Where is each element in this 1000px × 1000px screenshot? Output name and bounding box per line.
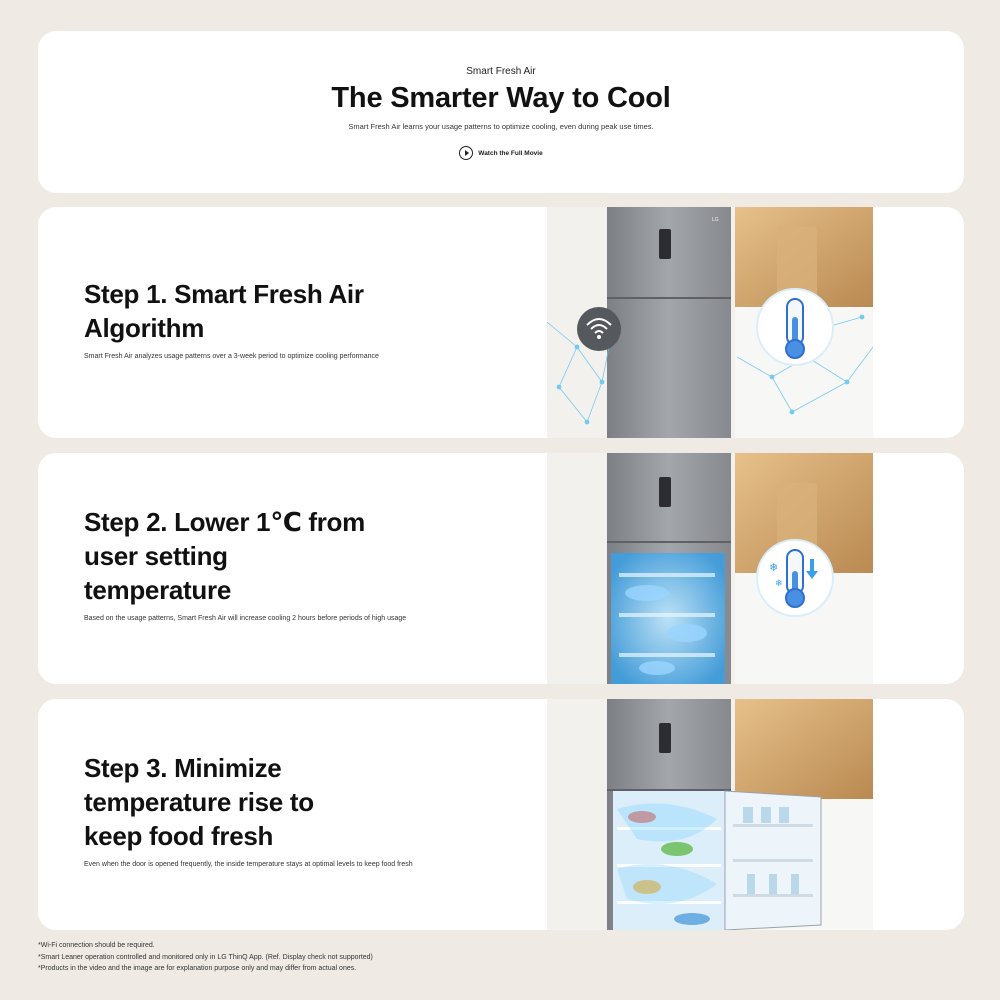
svg-text:❄: ❄ [769, 561, 779, 574]
watch-movie-link[interactable] [38, 146, 964, 160]
step-1-title-line: Algorithm [84, 313, 205, 343]
step-2-title [84, 505, 444, 607]
step-3-text [84, 751, 444, 870]
wifi-icon [577, 307, 621, 351]
step-3-title-line: keep food fresh [84, 821, 274, 851]
hero-title: The Smarter Way to Cool [331, 82, 671, 114]
hero-eyebrow: Smart Fresh Air [466, 66, 536, 77]
lg-logo: LG [712, 217, 719, 223]
footnote: *Smart Leaner operation controlled and monitored only in LG ThinQ App. (Ref. Display check not supported) [38, 953, 373, 961]
step-2-title-line: Step 2. Lower 1℃ from [84, 507, 365, 537]
play-icon [459, 146, 473, 160]
footnote: *Products in the video and the image are for explanation purpose only and may differ from actual ones. [38, 965, 357, 972]
watch-movie-label: Watch the Full Movie [478, 149, 543, 157]
thermometer-icon [757, 289, 833, 365]
hero-subtitle: Smart Fresh Air learns your usage patterns to optimize cooling, even during peak use times. [348, 122, 654, 131]
step-2-description: Based on the usage patterns, Smart Fresh Air will increase cooling 2 hours before periods of high usage [84, 615, 407, 622]
step-3-description: Even when the door is opened frequently, the inside temperature stays at optimal levels to keep food fresh [84, 861, 413, 868]
footnote: *Wi-Fi connection should be required. [38, 942, 155, 949]
hero-card [38, 31, 964, 193]
step-3-title [84, 751, 444, 853]
svg-text:❄: ❄ [775, 579, 783, 589]
step-card-2 [38, 453, 964, 684]
snowflake-icon [757, 540, 833, 616]
step-card-1 [38, 207, 964, 438]
step-1-text [84, 277, 444, 362]
step-2-image [547, 453, 873, 684]
step-1-image [547, 207, 873, 438]
footnotes [38, 940, 373, 975]
step-2-text [84, 505, 444, 624]
step-1-description: Smart Fresh Air analyzes usage patterns over a 3-week period to optimize cooling performance [84, 353, 379, 360]
step-2-title-line: user setting [84, 541, 228, 571]
step-3-image [547, 699, 873, 930]
step-1-title [84, 277, 444, 345]
step-card-3 [38, 699, 964, 930]
step-1-title-line: Step 1. Smart Fresh Air [84, 279, 364, 309]
step-3-title-line: temperature rise to [84, 787, 314, 817]
step-3-title-line: Step 3. Minimize [84, 753, 282, 783]
step-2-title-line: temperature [84, 575, 231, 605]
